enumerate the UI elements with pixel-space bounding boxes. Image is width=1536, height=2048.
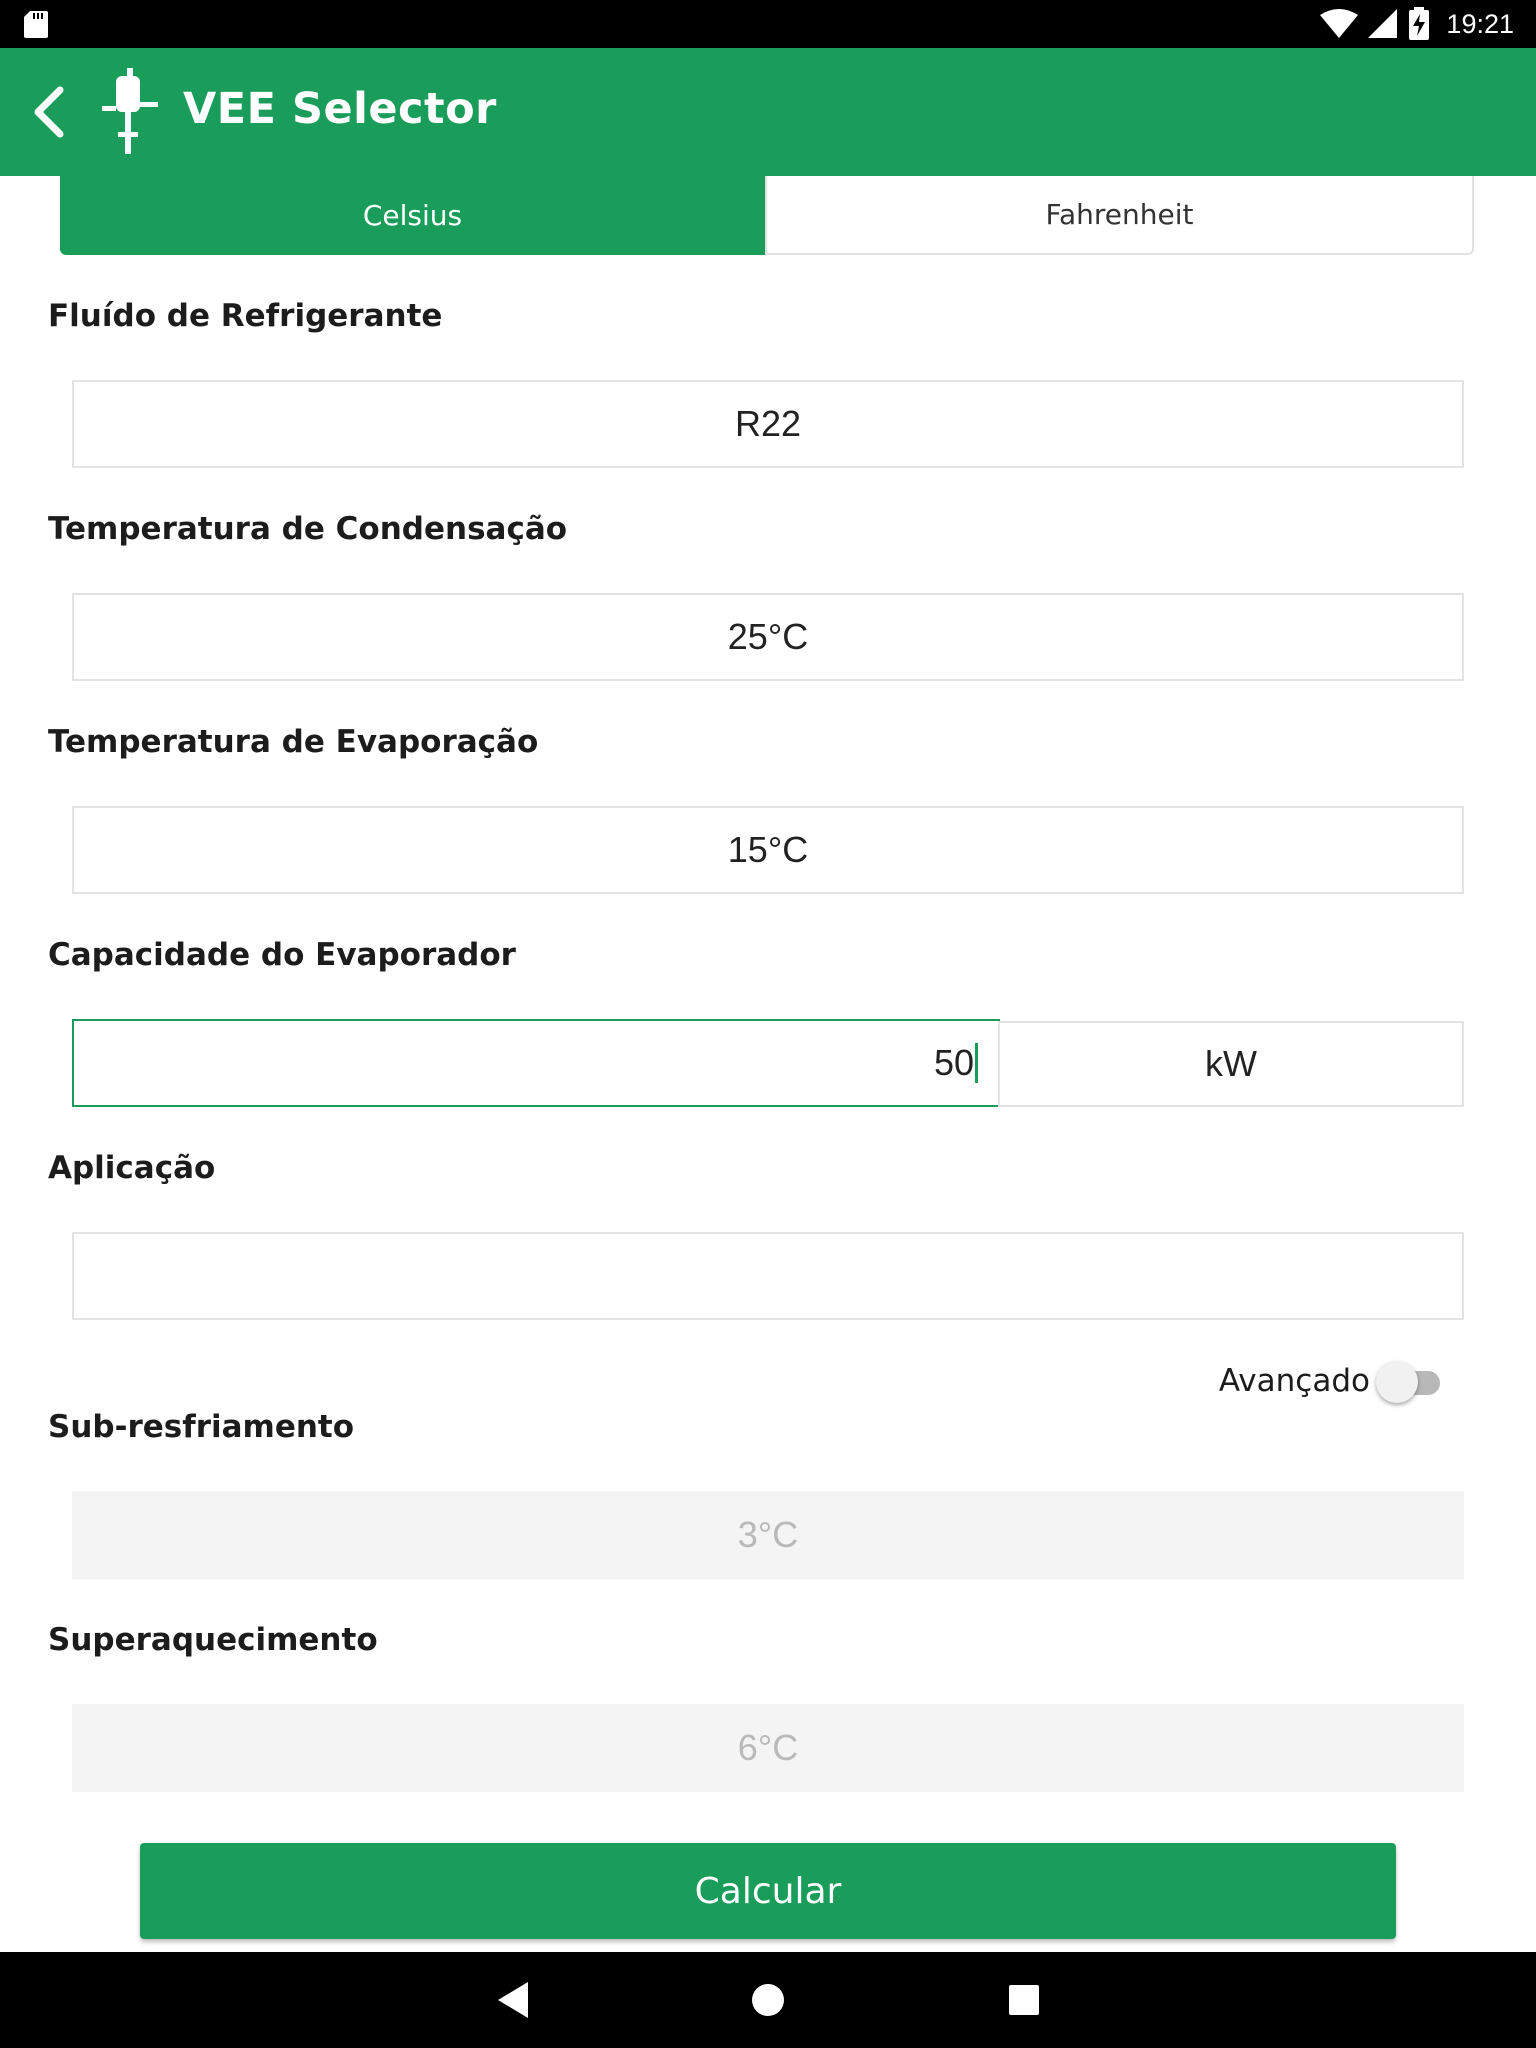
refrigerant-value: R22 — [734, 403, 802, 444]
evaporating-temp-value: 15°C — [727, 829, 809, 870]
evaporator-capacity-value: 50 — [933, 1042, 974, 1083]
subcooling-label: Sub-resfriamento — [48, 1409, 355, 1445]
evaporating-temp-label: Temperatura de Evaporação — [48, 724, 539, 760]
condensing-temp-label: Temperatura de Condensação — [48, 511, 568, 547]
battery-charging-icon — [1408, 7, 1430, 41]
wifi-icon — [1320, 9, 1358, 39]
evaporator-capacity-label: Capacidade do Evaporador — [48, 937, 516, 973]
nav-recents-icon[interactable] — [1002, 1978, 1046, 2022]
status-bar — [0, 0, 1536, 48]
nav-home-icon[interactable] — [746, 1978, 790, 2022]
navigation-bar — [0, 1952, 1536, 2048]
app-bar — [0, 48, 1536, 176]
valve-logo-icon — [100, 68, 160, 156]
superheat-label: Superaquecimento — [48, 1622, 378, 1658]
application-label: Aplicação — [48, 1150, 216, 1186]
nav-back-icon[interactable] — [492, 1978, 536, 2022]
clock: 19:21 — [1446, 8, 1514, 39]
capacity-unit-select[interactable] — [998, 1021, 1464, 1107]
status-icons — [1320, 0, 1514, 48]
condensing-temp-field[interactable] — [72, 593, 1464, 681]
application-select[interactable] — [72, 1232, 1464, 1320]
capacity-unit-value: kW — [1205, 1043, 1257, 1084]
evaporating-temp-field[interactable] — [72, 806, 1464, 894]
tab-fahrenheit[interactable]: Fahrenheit — [765, 176, 1474, 255]
superheat-value: 6°C — [737, 1727, 799, 1768]
calculate-button[interactable]: Calcular — [140, 1843, 1396, 1939]
condensing-temp-value: 25°C — [727, 616, 809, 657]
advanced-switch[interactable] — [1376, 1359, 1444, 1403]
subcooling-field — [72, 1491, 1464, 1579]
sd-card-icon — [24, 11, 48, 38]
app-title: VEE Selector — [183, 84, 497, 134]
subcooling-value: 3°C — [737, 1514, 799, 1555]
refrigerant-label: Fluído de Refrigerante — [48, 298, 443, 334]
text-cursor — [975, 1043, 978, 1083]
temperature-unit-tabs — [60, 176, 1474, 255]
advanced-toggle-row — [1219, 1356, 1444, 1406]
signal-icon — [1368, 9, 1398, 39]
advanced-label: Avançado — [1218, 1363, 1370, 1399]
refrigerant-select[interactable] — [72, 380, 1464, 468]
superheat-field — [72, 1704, 1464, 1792]
tab-celsius[interactable]: Celsius — [60, 176, 765, 255]
back-arrow-icon[interactable] — [24, 76, 94, 148]
evaporator-capacity-input[interactable] — [72, 1019, 1000, 1107]
switch-thumb — [1376, 1361, 1418, 1403]
